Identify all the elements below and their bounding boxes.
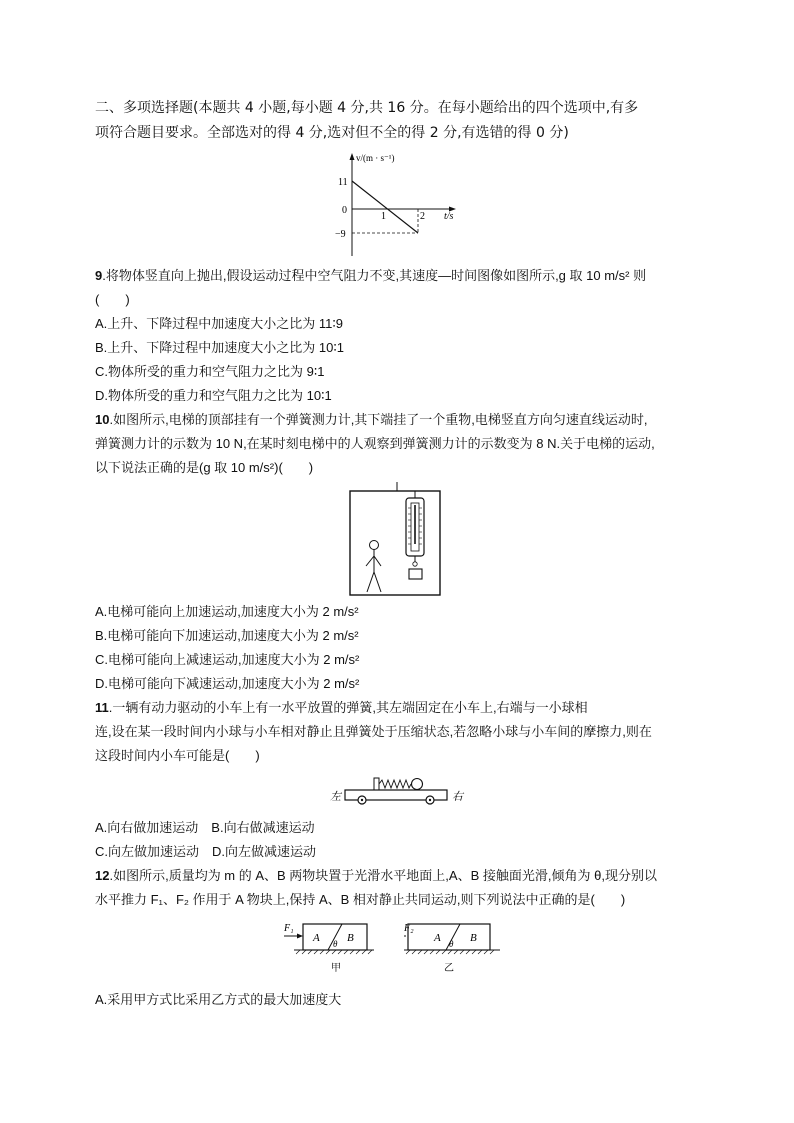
fig-b-caption: 乙	[444, 963, 454, 974]
fig-b-label-a: A	[434, 932, 441, 944]
blocks-figure-b	[404, 918, 516, 978]
vt-y-top: 11	[338, 177, 348, 188]
q12-number: 12	[95, 868, 110, 883]
q11-options-row2: C.向左做加速运动 D.向左做减速运动	[95, 844, 317, 859]
elevator-box	[350, 491, 440, 595]
vt-velocity-line	[352, 181, 418, 233]
fig-b-force: F₂	[404, 923, 414, 934]
cart-spring	[379, 780, 411, 788]
q11-number: 11	[95, 700, 109, 715]
q11-options-row1: A.向右做加速运动 B.向右做减速运动	[95, 820, 315, 835]
q10-option-d: D.电梯可能向下减速运动,加速度大小为 2 m/s²	[95, 676, 360, 691]
q11-text-line1: .一辆有动力驱动的小车上有一水平放置的弹簧,其左端固定在小车上,右端与一小球相	[108, 700, 588, 715]
q10-option-c: C.电梯可能向上减速运动,加速度大小为 2 m/s²	[95, 652, 360, 667]
q12-text-line1: .如图所示,质量均为 m 的 A、B 两物块置于光滑水平地面上,A、B 接触面光滑,倾角为 θ,现分别以	[109, 868, 657, 883]
fig-a-force: F₁	[284, 923, 294, 934]
vt-xlabel: t/s	[444, 211, 454, 222]
q10-stem-line1	[95, 410, 648, 430]
cart-ball	[412, 779, 423, 790]
q9-number: 9	[95, 268, 103, 283]
fig-a-label-a: A	[313, 932, 320, 944]
cart-right-label: 右	[452, 791, 463, 803]
q9-text-line1: .将物体竖直向上抛出,假设运动过程中空气阻力不变,其速度—时间图像如图所示,g 取 10 m/s² 则	[102, 268, 647, 283]
q9-stem-line1	[95, 266, 646, 286]
fig-b-theta: θ	[449, 939, 454, 949]
vt-graph	[330, 150, 470, 260]
fig-b-label-b: B	[470, 932, 477, 944]
q11-stem-line2: 连,设在某一段时间内小球与小车相对静止且弹簧处于压缩状态,若忽略小球与小车间的摩擦力,则在	[95, 724, 652, 739]
elevator-figure	[348, 482, 444, 598]
q11-stem-line1	[95, 698, 588, 718]
fig-a-theta: θ	[333, 939, 338, 949]
q10-stem-line3: 以下说法正确的是(g 取 10 m/s²)( )	[95, 460, 314, 475]
q9-option-a: A.上升、下降过程中加速度大小之比为 11∶9	[95, 316, 344, 331]
q10-option-b: B.电梯可能向下加速运动,加速度大小为 2 m/s²	[95, 628, 359, 643]
section-header-line2: 项符合题目要求。全部选对的得 4 分,选对但不全的得 2 分,有选错的得 0 分)	[95, 125, 569, 141]
q11-stem-line3: 这段时间内小车可能是( )	[95, 748, 260, 763]
q9-option-c: C.物体所受的重力和空气阻力之比为 9∶1	[95, 364, 325, 379]
blocks-figure-a	[282, 918, 378, 978]
vt-ylabel: v/(m · s⁻¹)	[356, 153, 395, 163]
q12-stem-line2: 水平推力 F₁、F₂ 作用于 A 物块上,保持 A、B 相对静止共同运动,则下列说法中正确的是( )	[95, 892, 626, 907]
q12-stem-line1	[95, 866, 657, 886]
vt-x-one: 1	[381, 211, 386, 222]
vt-x-two: 2	[420, 211, 425, 222]
spring-wall	[374, 778, 379, 790]
q9-stem-line2: ( )	[95, 292, 130, 307]
q12-option-a: A.采用甲方式比采用乙方式的最大加速度大	[95, 992, 342, 1007]
q9-option-d: D.物体所受的重力和空气阻力之比为 10∶1	[95, 388, 332, 403]
person-head	[370, 541, 379, 550]
vt-y-bottom: −9	[335, 229, 346, 240]
section-header-line1: 二、多项选择题(本题共 4 小题,每小题 4 分,共 16 分。在每小题给出的四个选项中,有多	[95, 100, 639, 116]
fig-a-caption: 甲	[331, 963, 341, 974]
q10-number: 10	[95, 412, 110, 427]
cart-figure	[328, 774, 468, 810]
hanging-weight	[409, 569, 422, 579]
q10-option-a: A.电梯可能向上加速运动,加速度大小为 2 m/s²	[95, 604, 359, 619]
q10-stem-line2: 弹簧测力计的示数为 10 N,在某时刻电梯中的人观察到弹簧测力计的示数变为 8 N.关于电梯的运动,	[95, 436, 655, 451]
vt-y-zero: 0	[342, 205, 347, 216]
vt-y-arrow	[350, 153, 355, 160]
fig-a-label-b: B	[347, 932, 354, 944]
cart-left-label: 左	[330, 791, 341, 803]
q10-text-line1: .如图所示,电梯的顶部挂有一个弹簧测力计,其下端挂了一个重物,电梯竖直方向匀速直线运动时,	[109, 412, 648, 427]
q9-option-b: B.上升、下降过程中加速度大小之比为 10∶1	[95, 340, 344, 355]
